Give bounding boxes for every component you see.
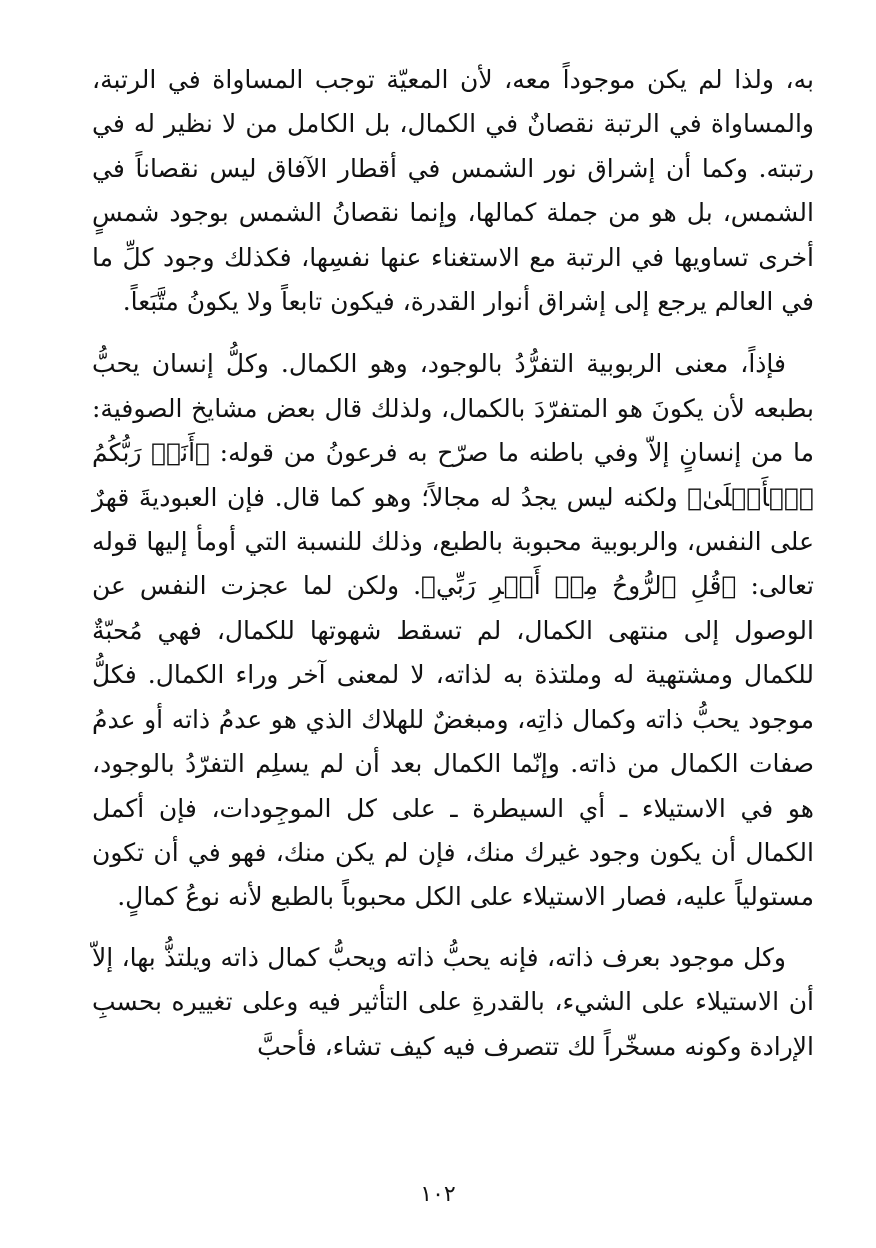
- paragraph-3: وكل موجود بعرف ذاته، فإنه يحبُّ ذاته ويحبُّ كمال ذاته ويلتذُّ بها، إلاّ أن الاستيلاء على الشيء، بالقدرةِ على التأثير فيه وعلى تغييره بحسبِ الإرادة وكونه مسخّراً لك تتصرف فيه كيف تشاء، فأحبَّ: [92, 942, 814, 1061]
- page-number: ١٠٢: [420, 1182, 456, 1207]
- paragraph-1: به، ولذا لم يكن موجوداً معه، لأن المعيّة توجب المساواة في الرتبة، والمساواة في الرتبة نقصانٌ في الكمال، بل الكامل من لا نظير له في رتبته. وكما أن إشراق نور الشمس في أقطار الآفاق ليس نقصاناً في الشمس، بل هو من جملة كمالها، وإنما نقصانُ الشمس بوجود شمسٍ أخرى تساويها في الرتبة مع الاستغناء عنها نفسِها، فكذلك وجود كلِّ ما في العالم يرجع إلى إشراق أنوار القدرة، فيكون تابعاً ولا يكونُ متَّبَعاً.: [92, 65, 814, 317]
- paragraph-2: فإذاً، معنى الربوبية التفرُّدُ بالوجود، وهو الكمال. وكلُّ إنسان يحبُّ بطبعه لأن يكونَ هو المتفرّدَ بالكمال، ولذلك قال بعض مشايخ الصوفية: ما من إنسانٍ إلاّ وفي باطنه ما صرّح به فرعونُ من قوله: ﴿أَنَا۠ رَبُّكُمُ ٱلۡأَعۡلَىٰ﴾ ولكنه ليس يجدُ له مجالاً؛ وهو كما قال. فإن العبوديةَ قهرٌ على النفس، والربوبية محبوبة بالطبع، وذلك للنسبة التي أومأ إليها قوله تعالى: ﴿قُلِ ٱلرُّوحُ مِنۡ أَمۡرِ رَبِّي﴾. ولكن لما عجزت النفس عن الوصول إلى منتهى الكمال، لم تسقط شهوتها للكمال، فهي مُحبّةٌ للكمال ومشتهية له وملتذة به لذاته، لا لمعنى آخر وراء الكمال. فكلُّ موجود يحبُّ ذاته وكمال ذاتِه، ومبغضٌ للهلاك الذي هو عدمُ ذاته أو عدمُ صفات الكمال من ذاته. وإنّما الكمال بعد أن لم يسلِم التفرّدُ بالوجود، هو في الاستيلاء ـ أي السيطرة ـ على كل الموجِودات، فإن أكمل الكمال أن يكون وجود غيرك منك، فإن لم يكن منك، فهو في أن تكون مستولياً عليه، فصار الاستيلاء على الكل محبوباً بالطبع لأنه نوعُ كمالٍ.: [92, 349, 814, 912]
- document-page: [92, 58, 814, 1188]
